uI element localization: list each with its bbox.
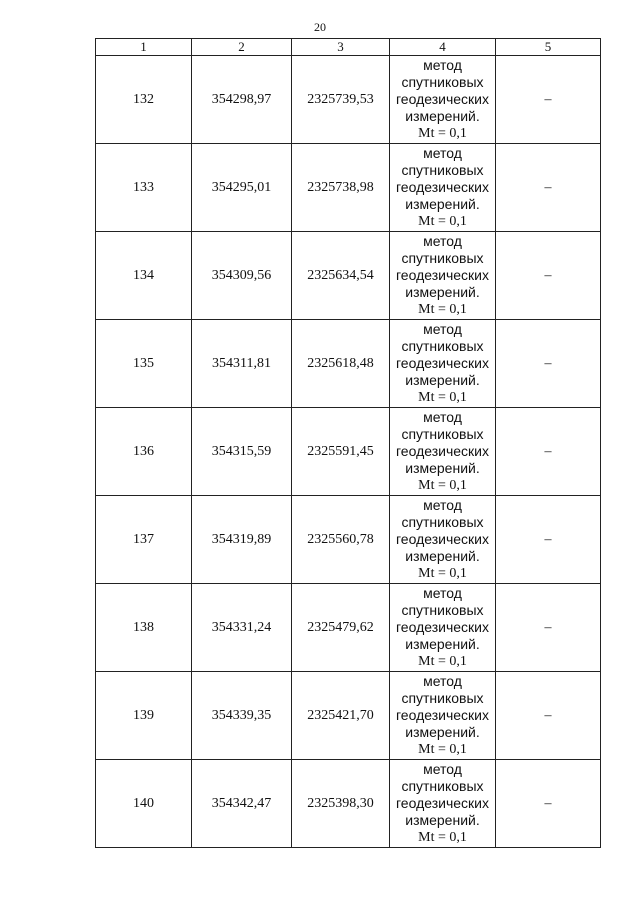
y-coordinate-cell: 2325618,48 [292,320,390,408]
column-header: 3 [292,39,390,56]
method-cell [390,320,496,408]
column-header: 1 [96,39,192,56]
x-coordinate-cell: 354309,56 [192,232,292,320]
table-row [96,584,601,672]
column-header: 2 [192,39,292,56]
method-cell [390,144,496,232]
method-line: геодезических [396,795,489,811]
method-line: измерений. [405,372,480,388]
accuracy-value: Mt = 0,1 [418,654,467,669]
method-line: измерений. [405,636,480,652]
accuracy-value: Mt = 0,1 [418,214,467,229]
x-coordinate-cell: 354319,89 [192,496,292,584]
point-number-cell: 133 [96,144,192,232]
table-row [96,408,601,496]
method-cell [390,232,496,320]
accuracy-value: Mt = 0,1 [418,742,467,757]
table-header-row [96,39,601,56]
accuracy-value: Mt = 0,1 [418,390,467,405]
method-cell [390,760,496,848]
method-line: измерений. [405,284,480,300]
point-number-cell: 139 [96,672,192,760]
method-line: измерений. [405,196,480,212]
point-number-cell: 134 [96,232,192,320]
x-coordinate-cell: 354339,35 [192,672,292,760]
table-row [96,144,601,232]
method-line: метод [423,409,462,425]
method-line: метод [423,497,462,513]
y-coordinate-cell: 2325421,70 [292,672,390,760]
method-line: спутниковых [401,690,484,706]
method-line: спутниковых [401,162,484,178]
method-line: спутниковых [401,602,484,618]
note-cell: – [496,232,601,320]
method-line: измерений. [405,812,480,828]
point-number-cell: 140 [96,760,192,848]
method-line: измерений. [405,724,480,740]
method-line: спутниковых [401,338,484,354]
y-coordinate-cell: 2325591,45 [292,408,390,496]
y-coordinate-cell: 2325398,30 [292,760,390,848]
x-coordinate-cell: 354342,47 [192,760,292,848]
accuracy-value: Mt = 0,1 [418,302,467,317]
y-coordinate-cell: 2325739,53 [292,56,390,144]
note-cell: – [496,760,601,848]
x-coordinate-cell: 354331,24 [192,584,292,672]
method-line: геодезических [396,707,489,723]
method-line: геодезических [396,91,489,107]
coordinates-table [95,38,601,848]
x-coordinate-cell: 354298,97 [192,56,292,144]
accuracy-value: Mt = 0,1 [418,566,467,581]
method-line: спутниковых [401,778,484,794]
x-coordinate-cell: 354295,01 [192,144,292,232]
y-coordinate-cell: 2325560,78 [292,496,390,584]
method-cell [390,496,496,584]
method-line: метод [423,233,462,249]
table-row [96,232,601,320]
method-cell [390,584,496,672]
note-cell: – [496,584,601,672]
note-cell: – [496,408,601,496]
column-header: 4 [390,39,496,56]
method-line: метод [423,145,462,161]
method-line: метод [423,57,462,73]
method-line: метод [423,673,462,689]
method-line: спутниковых [401,514,484,530]
point-number-cell: 135 [96,320,192,408]
y-coordinate-cell: 2325738,98 [292,144,390,232]
method-line: метод [423,321,462,337]
method-line: спутниковых [401,426,484,442]
note-cell: – [496,56,601,144]
method-line: геодезических [396,355,489,371]
method-line: геодезических [396,267,489,283]
page-number: 20 [314,20,326,34]
accuracy-value: Mt = 0,1 [418,830,467,845]
point-number-cell: 132 [96,56,192,144]
note-cell: – [496,320,601,408]
accuracy-value: Mt = 0,1 [418,478,467,493]
y-coordinate-cell: 2325479,62 [292,584,390,672]
method-cell [390,56,496,144]
note-cell: – [496,144,601,232]
column-header: 5 [496,39,601,56]
note-cell: – [496,672,601,760]
point-number-cell: 136 [96,408,192,496]
table-row [96,672,601,760]
method-line: геодезических [396,443,489,459]
table-row [96,56,601,144]
point-number-cell: 137 [96,496,192,584]
y-coordinate-cell: 2325634,54 [292,232,390,320]
method-line: метод [423,585,462,601]
x-coordinate-cell: 354311,81 [192,320,292,408]
method-line: геодезических [396,531,489,547]
table-row [96,760,601,848]
method-cell [390,408,496,496]
point-number-cell: 138 [96,584,192,672]
x-coordinate-cell: 354315,59 [192,408,292,496]
method-line: спутниковых [401,250,484,266]
method-line: измерений. [405,548,480,564]
method-line: геодезических [396,619,489,635]
method-line: метод [423,761,462,777]
method-line: геодезических [396,179,489,195]
method-cell [390,672,496,760]
table-row [96,496,601,584]
table-row [96,320,601,408]
table-body [96,56,601,848]
method-line: спутниковых [401,74,484,90]
method-line: измерений. [405,108,480,124]
method-line: измерений. [405,460,480,476]
note-cell: – [496,496,601,584]
accuracy-value: Mt = 0,1 [418,126,467,141]
